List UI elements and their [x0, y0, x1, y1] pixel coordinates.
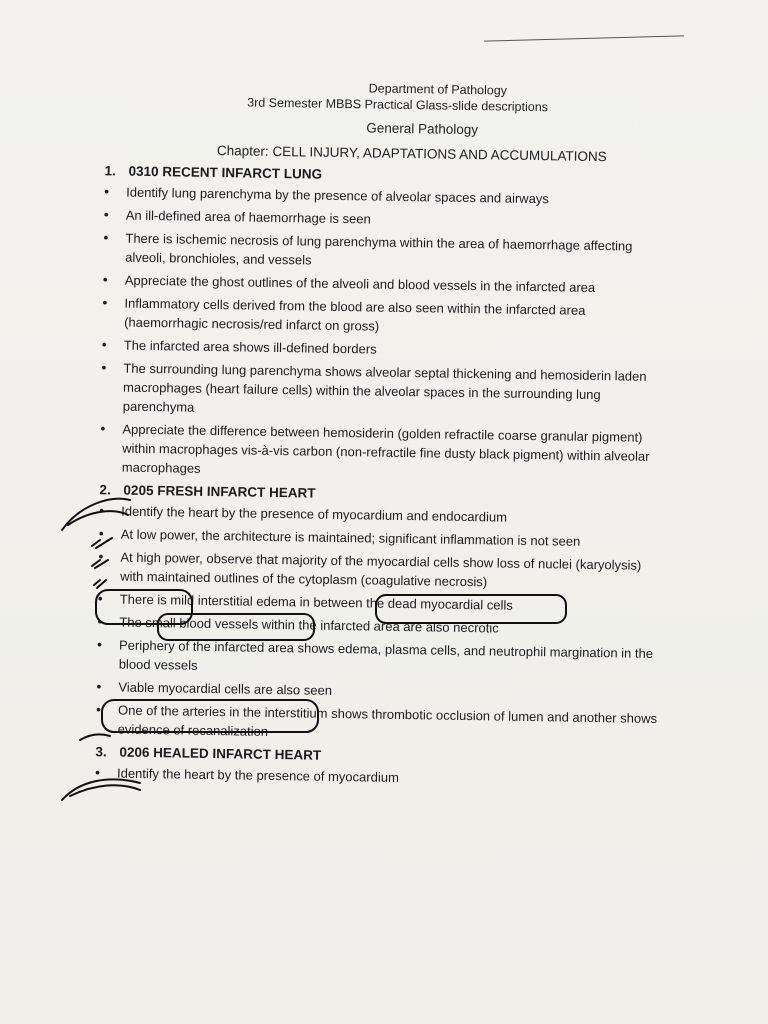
list-item: • Identify the heart by the presence of myocardium: [77, 763, 657, 791]
list-item: • At high power, observe that majority of the myocardial cells show loss of nuclei (karyolysis) with maintained outlines of the cytoplasm (coagulative necrosis): [80, 547, 661, 594]
section-1: [82, 163, 667, 485]
list-item: • There is mild interstitial edema in between the dead myocardial cells: [80, 589, 660, 617]
list-item: • At low power, the architecture is maintained; significant inflammation is not seen: [81, 524, 661, 552]
list-item: • Inflammatory cells derived from the blood are also seen within the infarcted area (haemorrhagic necrosis/red infarct on gross): [84, 293, 665, 340]
list-item: • Viable myocardial cells are also seen: [78, 677, 658, 705]
list-item: • An ill-defined area of haemorrhage is seen: [86, 205, 666, 233]
list-item: • One of the arteries in the interstitium shows thrombotic occlusion of lumen and another shows evidence of recanalization: [78, 700, 659, 747]
list-item: • There is ischemic necrosis of lung parenchyma within the area of haemorrhage affecting alveoli, bronchioles, and vessels: [85, 228, 666, 275]
semester-line: 3rd Semester MBBS Practical Glass-slide descriptions: [247, 95, 549, 115]
list-item: • Identify lung parenchyma by the presence of alveolar spaces and airways: [86, 182, 666, 210]
document-body: [77, 76, 668, 795]
list-item: • Identify the heart by the presence of myocardium and endocardium: [81, 501, 661, 529]
section-title: 1. 0310 RECENT INFARCT LUNG: [104, 163, 323, 182]
subject-line: General Pathology: [366, 120, 479, 138]
list-item: • The small blood vessels within the infarcted area are also necrotic: [79, 612, 659, 640]
list-item: • The surrounding lung parenchyma shows alveolar septal thickening and hemosiderin laden macrophages (heart failure cells) within the alveolar spaces in the surrounding lung parenchyma: [83, 358, 664, 424]
section-title: 3. 0206 HEALED INFARCT HEART: [95, 744, 322, 763]
top-rule-line: [484, 35, 684, 41]
list-item: • Appreciate the difference between hemosiderin (golden refractile coarse granular pigment) within macrophages vis-à-vis carbon (non-refractile fine dusty black pigment) within alveolar macrophages: [82, 419, 663, 485]
bullet-list: [82, 182, 667, 485]
section-title: 2. 0205 FRESH INFARCT HEART: [99, 482, 316, 501]
section-3: [77, 744, 658, 791]
bullet-list: [77, 763, 657, 791]
section-2: [78, 482, 662, 747]
department-line: Department of Pathology: [368, 81, 508, 98]
list-item: • Appreciate the ghost outlines of the alveoli and blood vessels in the infarcted area: [85, 270, 665, 298]
list-item: • The infarcted area shows ill-defined borders: [84, 335, 664, 363]
document-header: [87, 76, 668, 166]
bullet-list: [78, 501, 662, 747]
list-item: • Periphery of the infarcted area shows edema, plasma cells, and neutrophil margination in the blood vessels: [79, 635, 660, 682]
chapter-line: Chapter: CELL INJURY, ADAPTATIONS AND ACCUMULATIONS: [216, 143, 607, 165]
